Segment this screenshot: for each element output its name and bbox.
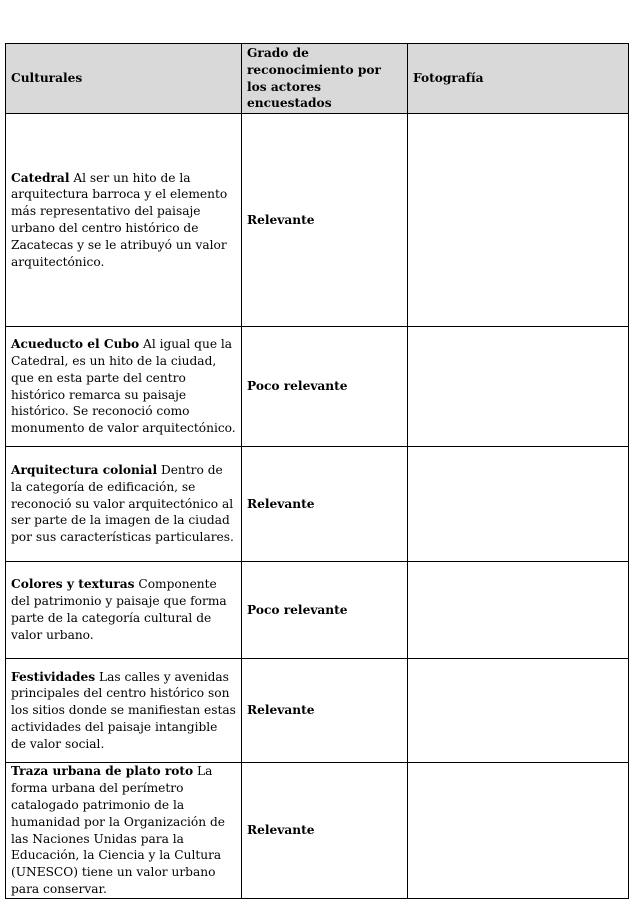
item-cell — [6, 763, 242, 899]
header-culturales: Culturales — [6, 44, 242, 114]
grade-cell: Relevante — [242, 447, 408, 562]
table-row — [6, 114, 629, 327]
photo-cell — [408, 659, 629, 763]
grade-cell: Relevante — [242, 659, 408, 763]
header-fotografia: Fotografía — [408, 44, 629, 114]
item-cell — [6, 327, 242, 447]
item-cell — [6, 447, 242, 562]
heritage-table — [5, 43, 629, 899]
header-row — [6, 44, 629, 114]
grade-cell: Poco relevante — [242, 327, 408, 447]
table-row — [6, 447, 629, 562]
photo-cell — [408, 763, 629, 899]
item-cell — [6, 562, 242, 659]
item-description: La forma urbana del perímetro catalogado patrimonio de la humanidad por la Organización de las Naciones Unidas para la Educación, la Ciencia y la Cultura (UNESCO) tiene un valor urbano para conservar. — [11, 764, 226, 896]
header-grado: Grado de reconocimiento por los actores encuestados — [242, 44, 408, 114]
table-row — [6, 659, 629, 763]
item-description: Componente del patrimonio y paisaje que forma parte de la categoría cultural de valor urbano. — [11, 577, 227, 642]
item-name: Festividades — [11, 669, 96, 684]
grade-cell: Relevante — [242, 114, 408, 327]
table-row — [6, 763, 629, 899]
grade-cell: Relevante — [242, 763, 408, 899]
grade-cell: Poco relevante — [242, 562, 408, 659]
item-name: Colores y texturas — [11, 577, 135, 592]
table-row — [6, 562, 629, 659]
item-description: Las calles y avenidas principales del centro histórico son los sitios donde se manifiestan estas actividades del paisaje intangible de valor social. — [11, 669, 236, 751]
item-name: Arquitectura colonial — [11, 463, 158, 477]
photo-cell — [408, 447, 629, 562]
photo-cell — [408, 327, 629, 447]
item-cell — [6, 659, 242, 763]
item-name: Traza urbana de plato roto — [11, 764, 194, 779]
item-cell — [6, 114, 242, 327]
item-name: Acueducto el Cubo — [11, 337, 140, 352]
item-description: Al ser un hito de la arquitectura barroca y el elemento más representativo del paisaje urbano del centro histórico de Zacatecas y se le atribuyó un valor arquitectónico. — [11, 170, 228, 269]
item-name: Catedral — [11, 170, 70, 185]
item-description: Al igual que la Catedral, es un hito de la ciudad, que en esta parte del centro histórico remarca su paisaje histórico. Se reconoció como monumento de valor arquitectónico. — [11, 337, 236, 436]
photo-cell — [408, 114, 629, 327]
table-row — [6, 327, 629, 447]
photo-cell — [408, 562, 629, 659]
item-description: Dentro de la categoría de edificación, se reconoció su valor arquitectónico al ser parte de la imagen de la ciudad por sus características particulares. — [11, 463, 234, 545]
